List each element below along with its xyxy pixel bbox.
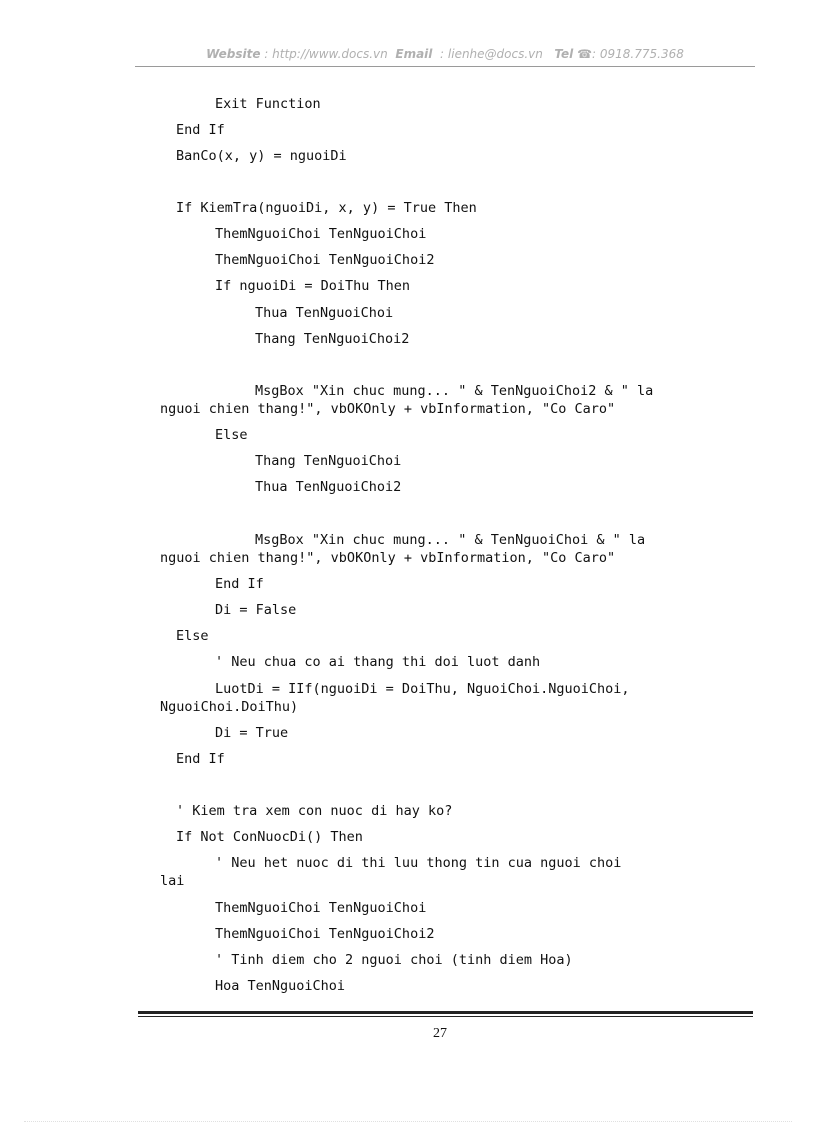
code-line: Exit Function <box>215 96 321 112</box>
code-line: NguoiChoi.DoiThu) <box>160 699 299 715</box>
email-value: : lienhe@docs.vn <box>440 47 543 61</box>
code-line: Thua TenNguoiChoi <box>255 305 394 321</box>
code-line: If KiemTra(nguoiDi, x, y) = True Then <box>176 200 477 216</box>
code-line: Thang TenNguoiChoi <box>255 453 402 469</box>
code-line: Hoa TenNguoiChoi <box>215 978 346 994</box>
website-value: : http://www.docs.vn <box>264 47 388 61</box>
code-line: Else <box>176 628 209 644</box>
code-line: nguoi chien thang!", vbOKOnly + vbInformation, "Co Caro" <box>160 401 616 417</box>
page-bottom-edge <box>24 1121 792 1122</box>
code-line: ThemNguoiChoi TenNguoiChoi2 <box>215 252 435 268</box>
code-line: Di = False <box>215 602 297 618</box>
footer-rule-thin <box>138 1016 753 1017</box>
code-line: ' Neu chua co ai thang thi doi luot danh <box>215 654 541 670</box>
code-line: Thang TenNguoiChoi2 <box>255 331 410 347</box>
code-line: ' Kiem tra xem con nuoc di hay ko? <box>176 803 453 819</box>
code-line: lai <box>160 873 185 889</box>
code-line: ThemNguoiChoi TenNguoiChoi2 <box>215 926 435 942</box>
code-line: ThemNguoiChoi TenNguoiChoi <box>215 226 427 242</box>
code-line: Di = True <box>215 725 289 741</box>
tel-value: : 0918.775.368 <box>592 47 684 61</box>
code-line: nguoi chien thang!", vbOKOnly + vbInformation, "Co Caro" <box>160 550 616 566</box>
tel-label: Tel <box>554 47 574 61</box>
code-line: ' Neu het nuoc di thi luu thong tin cua nguoi choi <box>215 855 622 871</box>
website-label: Website <box>206 47 261 61</box>
page-number: 27 <box>433 1026 447 1041</box>
code-line: If Not ConNuocDi() Then <box>176 829 363 845</box>
code-line: If nguoiDi = DoiThu Then <box>215 278 411 294</box>
code-line: Thua TenNguoiChoi2 <box>255 479 402 495</box>
code-line: Else <box>215 427 248 443</box>
code-line: End If <box>176 751 225 767</box>
code-line: End If <box>215 576 264 592</box>
code-line: MsgBox "Xin chuc mung... " & TenNguoiChoi & " la <box>255 532 646 548</box>
phone-icon: ☎ <box>577 47 593 61</box>
code-line: MsgBox "Xin chuc mung... " & TenNguoiChoi2 & " la <box>255 383 654 399</box>
code-line: BanCo(x, y) = nguoiDi <box>176 148 347 164</box>
footer-rule-thick <box>138 1011 753 1014</box>
code-line: ThemNguoiChoi TenNguoiChoi <box>215 900 427 916</box>
code-line: ' Tinh diem cho 2 nguoi choi (tinh diem Hoa) <box>215 952 573 968</box>
code-line: End If <box>176 122 225 138</box>
email-label: Email <box>395 47 433 61</box>
code-line: LuotDi = IIf(nguoiDi = DoiThu, NguoiChoi.NguoiChoi, <box>215 681 630 697</box>
